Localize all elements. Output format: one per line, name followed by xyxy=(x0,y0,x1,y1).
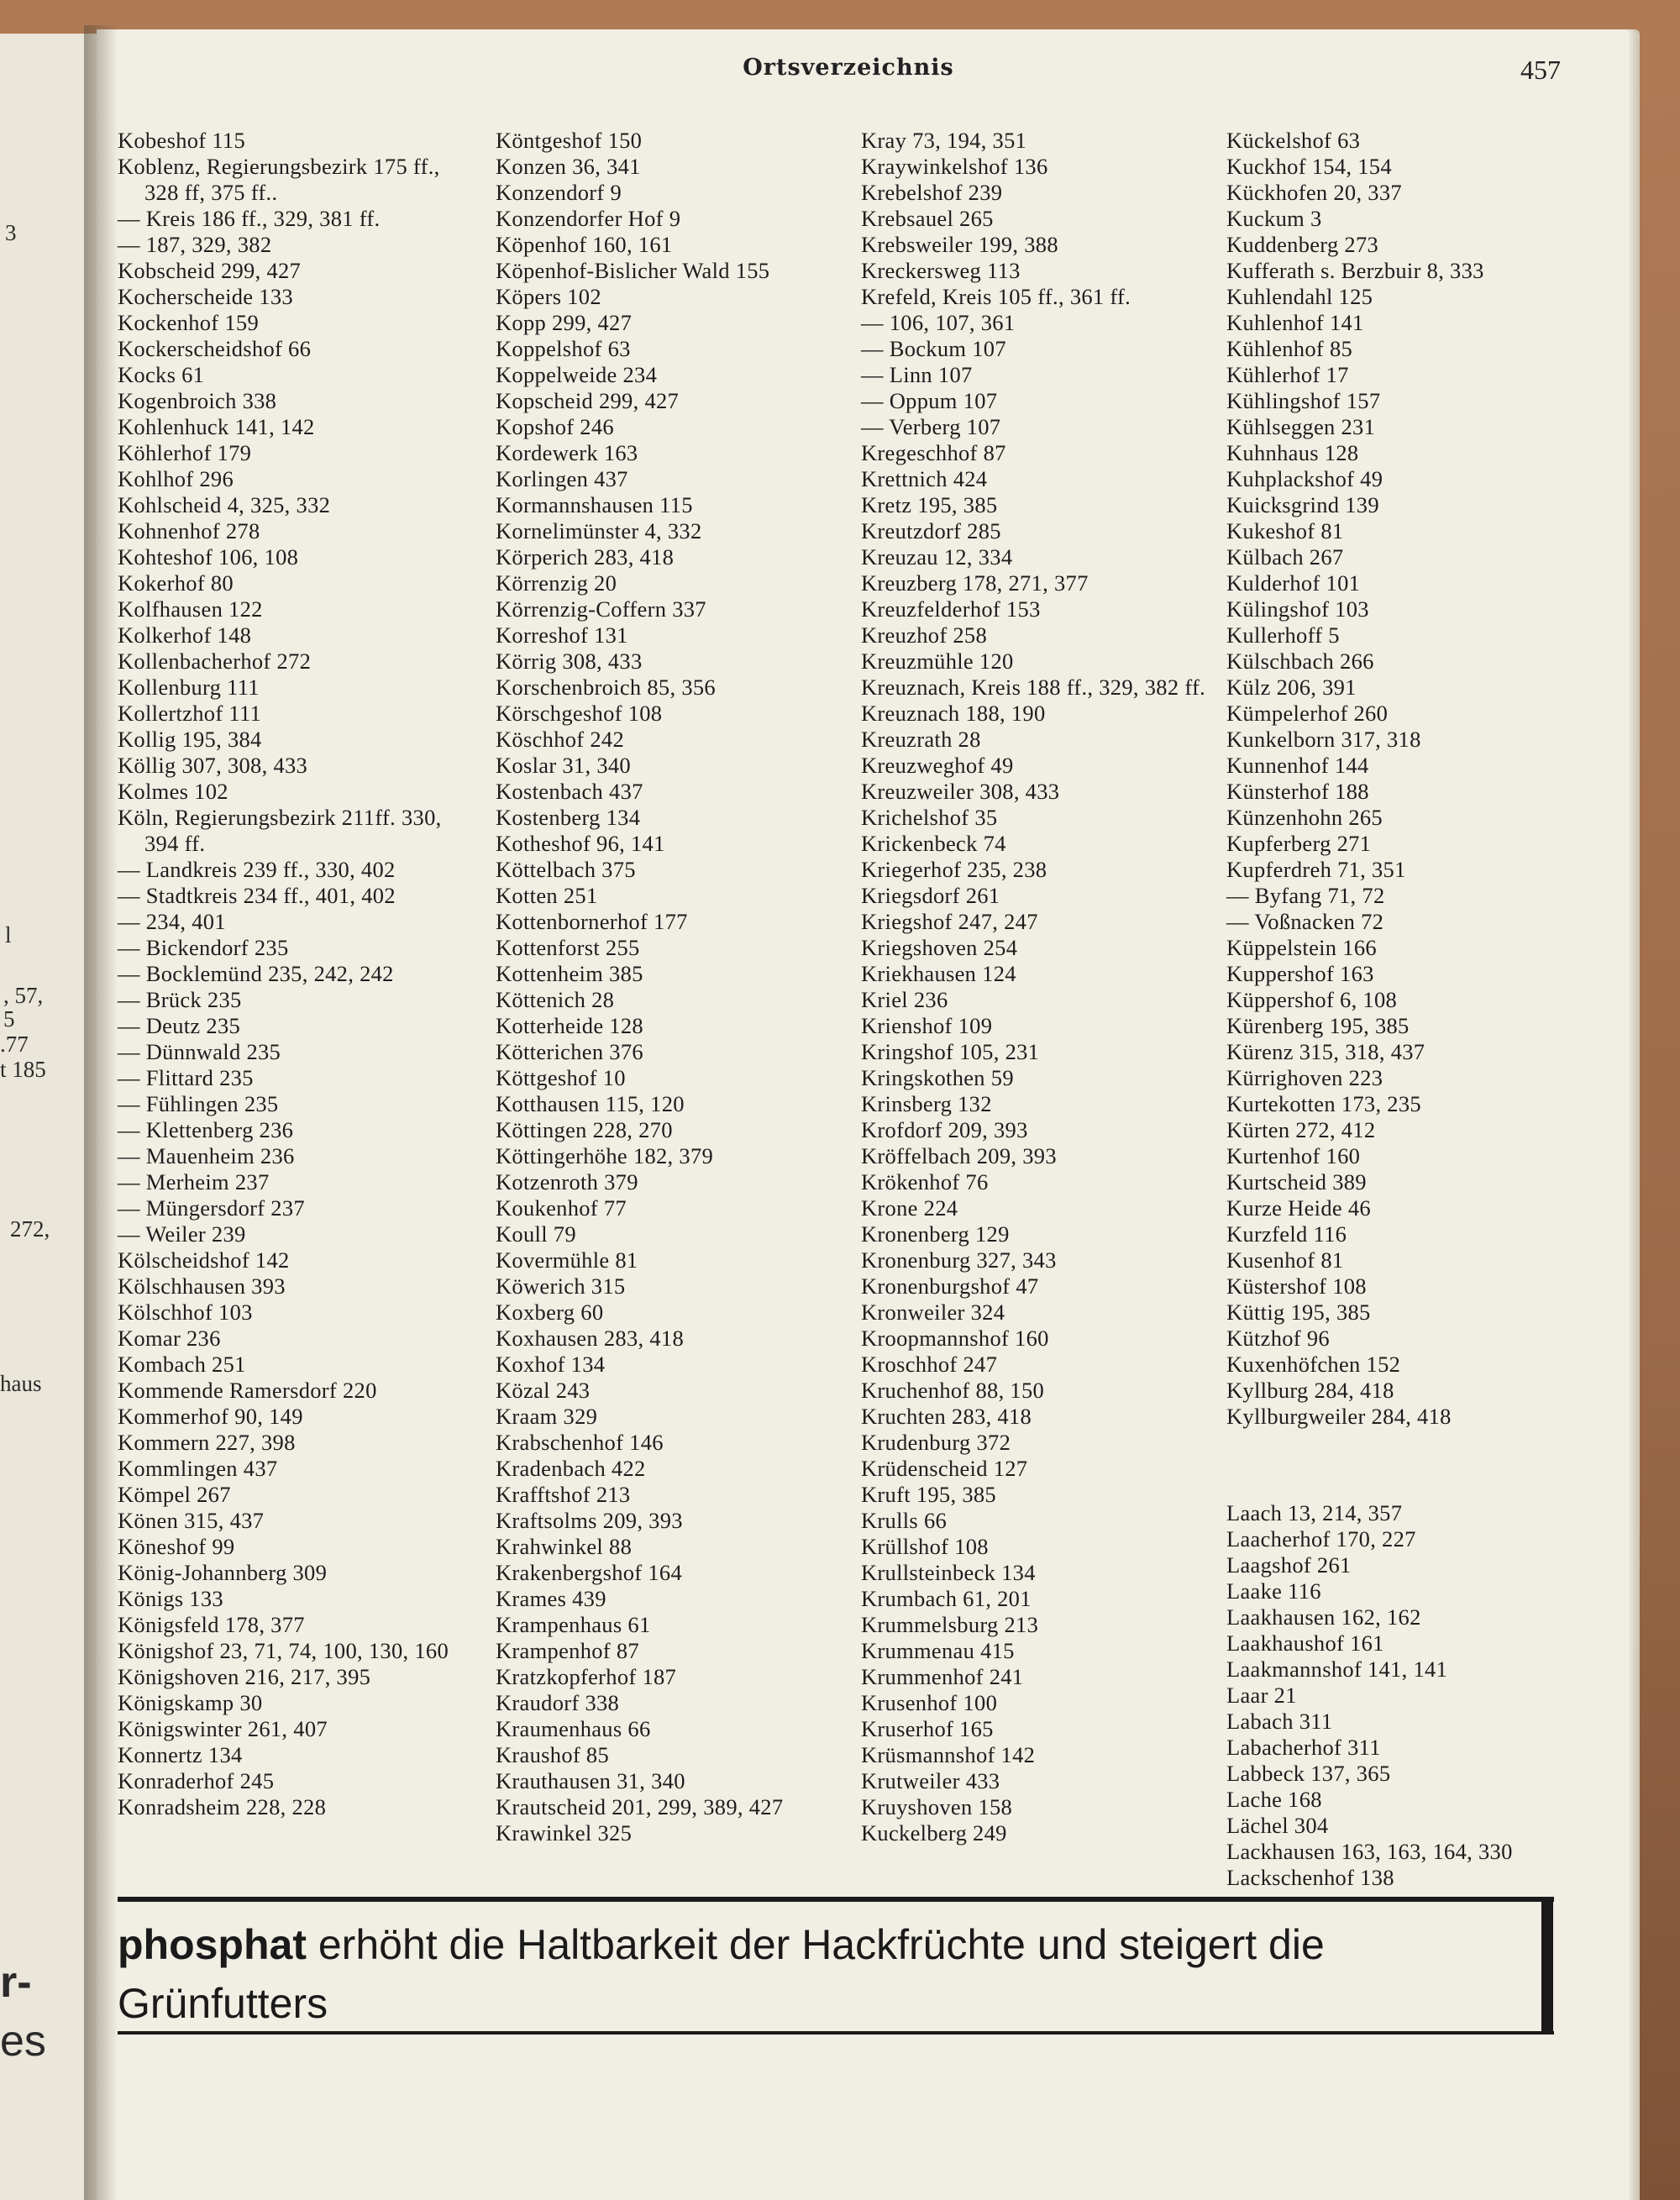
index-entry: Kronweiler 324 xyxy=(861,1300,1005,1325)
index-section-gap xyxy=(1226,1452,1588,1478)
index-entry: Köhlerhof 179 xyxy=(118,440,252,465)
index-entry: Köln, Regierungsbezirk 211ff. 330, 394 ff. xyxy=(118,805,442,856)
index-entry: Köttingen 228, 270 xyxy=(496,1117,673,1142)
index-entry: Krienshof 109 xyxy=(861,1013,993,1038)
index-entry: — Bickendorf 235 xyxy=(118,935,289,960)
advertisement-brand: phosphat xyxy=(118,1921,307,1968)
index-entry: Krahwinkel 88 xyxy=(496,1534,633,1559)
index-entry: Kullerhoff 5 xyxy=(1226,622,1340,648)
index-entry: Kottenbornerhof 177 xyxy=(496,909,688,934)
index-entry: Kurze Heide 46 xyxy=(1226,1195,1371,1221)
index-entry: Kuddenberg 273 xyxy=(1226,232,1379,257)
prev-fragment: r- xyxy=(0,1958,32,2007)
index-entry: Kovermühle 81 xyxy=(496,1247,638,1273)
index-entry: Kulderhof 101 xyxy=(1226,570,1361,596)
index-entry: Köttgeshof 10 xyxy=(496,1065,626,1090)
index-entry: Krettnich 424 xyxy=(861,466,988,491)
index-entry: Kurtekotten 173, 235 xyxy=(1226,1091,1421,1116)
index-entry: — Verberg 107 xyxy=(861,414,1001,439)
index-entry: Krebsweiler 199, 388 xyxy=(861,232,1058,257)
index-entry: Körschgeshof 108 xyxy=(496,701,663,726)
index-entry: Kuicksgrind 139 xyxy=(1226,492,1379,517)
index-entry: Köschhof 242 xyxy=(496,727,625,752)
index-entry: — Voßnacken 72 xyxy=(1226,909,1384,934)
index-entry: Kriegshoven 254 xyxy=(861,935,1018,960)
index-entry: Koblenz, Regierungsbezirk 175 ff., 328 ff, 375 ff.. xyxy=(118,154,440,205)
index-entry: Laakmannshof 141, 141 xyxy=(1226,1657,1448,1682)
index-entry: Kreuzweiler 308, 433 xyxy=(861,779,1060,804)
index-entry: Krone 224 xyxy=(861,1195,958,1221)
index-entry: Labach 311 xyxy=(1226,1709,1333,1734)
index-entry: Kuckelberg 249 xyxy=(861,1820,1007,1846)
index-entry: Konraderhof 245 xyxy=(118,1768,275,1793)
advertisement xyxy=(118,1915,1529,2033)
index-entry: Kraudorf 338 xyxy=(496,1690,620,1715)
index-entry: Kriegshof 247, 247 xyxy=(861,909,1038,934)
index-entry: Köpers 102 xyxy=(496,284,601,309)
index-entry: Kotten 251 xyxy=(496,883,598,908)
index-entry: Kohlscheid 4, 325, 332 xyxy=(118,492,331,517)
index-entry: Kockenhof 159 xyxy=(118,310,260,335)
index-entry: Kürenberg 195, 385 xyxy=(1226,1013,1410,1038)
index-entry: Kormannshausen 115 xyxy=(496,492,693,517)
index-entry: Kommende Ramersdorf 220 xyxy=(118,1378,377,1403)
index-entry: Kröffelbach 209, 393 xyxy=(861,1143,1057,1168)
index-entry: Kostenbach 437 xyxy=(496,779,643,804)
index-entry: Kollertzhof 111 xyxy=(118,701,262,726)
index-entry: Kriegsdorf 261 xyxy=(861,883,1000,908)
index-entry: Krummenau 415 xyxy=(861,1638,1015,1663)
index-entry: Kratzkopferhof 187 xyxy=(496,1664,677,1689)
index-entry: Kraftsolms 209, 393 xyxy=(496,1508,683,1533)
index-entry: Küttig 195, 385 xyxy=(1226,1300,1371,1325)
index-entry: Kottenheim 385 xyxy=(496,961,643,986)
index-entry: Kockerscheidshof 66 xyxy=(118,336,312,361)
index-entry: Konzendorf 9 xyxy=(496,180,622,205)
index-entry: Krutweiler 433 xyxy=(861,1768,1000,1793)
index-entry: Krebelshof 239 xyxy=(861,180,1003,205)
index-column-3 xyxy=(861,128,1210,1846)
index-entry: — Flittard 235 xyxy=(118,1065,254,1090)
index-entry: Kraushof 85 xyxy=(496,1742,610,1767)
index-entry: Labbeck 137, 365 xyxy=(1226,1761,1391,1786)
index-entry: Kurzfeld 116 xyxy=(1226,1221,1347,1247)
index-entry: Kruserhof 165 xyxy=(861,1716,994,1741)
index-entry: Kühlerhof 17 xyxy=(1226,362,1349,387)
index-entry: Kotthausen 115, 120 xyxy=(496,1091,685,1116)
index-entry: Koxhausen 283, 418 xyxy=(496,1326,684,1351)
index-entry: Kolfhausen 122 xyxy=(118,596,263,622)
index-entry: Kokerhof 80 xyxy=(118,570,234,596)
index-entry: Koull 79 xyxy=(496,1221,576,1247)
index-entry: Külz 206, 391 xyxy=(1226,675,1357,700)
index-entry: Kuckhof 154, 154 xyxy=(1226,154,1392,179)
index-entry: Korlingen 437 xyxy=(496,466,628,491)
index-entry: Kohnenhof 278 xyxy=(118,518,260,543)
index-entry: Kürenz 315, 318, 437 xyxy=(1226,1039,1425,1064)
index-entry: Kottenforst 255 xyxy=(496,935,640,960)
index-entry: Kreuzau 12, 334 xyxy=(861,544,1013,570)
index-entry: Köttenich 28 xyxy=(496,987,615,1012)
index-entry: Kordewerk 163 xyxy=(496,440,638,465)
index-entry: Kradenbach 422 xyxy=(496,1456,646,1481)
index-entry: Kühlingshof 157 xyxy=(1226,388,1381,413)
index-entry: Krakenbergshof 164 xyxy=(496,1560,683,1585)
index-entry: Kohlhof 296 xyxy=(118,466,234,491)
index-entry: Kotheshof 96, 141 xyxy=(496,831,665,856)
index-entry: Kriekhausen 124 xyxy=(861,961,1016,986)
index-entry: Koxhof 134 xyxy=(496,1352,606,1377)
index-entry: Krummelsburg 213 xyxy=(861,1612,1039,1637)
index-entry: Kronenburgshof 47 xyxy=(861,1273,1039,1299)
index-entry: Küstershof 108 xyxy=(1226,1273,1367,1299)
index-entry: Krampenhaus 61 xyxy=(496,1612,651,1637)
index-entry: Külingshof 103 xyxy=(1226,596,1369,622)
index-entry: Kukeshof 81 xyxy=(1226,518,1344,543)
spine-shadow xyxy=(84,25,118,2200)
index-entry: — Merheim 237 xyxy=(118,1169,270,1195)
index-entry: Krudenburg 372 xyxy=(861,1430,1011,1455)
index-entry: Krickenbeck 74 xyxy=(861,831,1006,856)
index-entry: — 234, 401 xyxy=(118,909,226,934)
index-entry: Königswinter 261, 407 xyxy=(118,1716,328,1741)
index-entry: Krautscheid 201, 299, 389, 427 xyxy=(496,1794,784,1819)
index-entry: Kocherscheide 133 xyxy=(118,284,293,309)
index-entry: Krabschenhof 146 xyxy=(496,1430,664,1455)
index-entry: Kobeshof 115 xyxy=(118,128,246,153)
index-entry: — Bockum 107 xyxy=(861,336,1006,361)
index-entry: Küppershof 6, 108 xyxy=(1226,987,1398,1012)
index-entry: Kobscheid 299, 427 xyxy=(118,258,302,283)
index-entry: Kömpel 267 xyxy=(118,1482,231,1507)
index-entry: Kruchten 283, 418 xyxy=(861,1404,1032,1429)
index-entry: Kopp 299, 427 xyxy=(496,310,633,335)
index-entry: — Fühlingen 235 xyxy=(118,1091,279,1116)
index-entry: Kyllburgweiler 284, 418 xyxy=(1226,1404,1452,1429)
index-entry: Kreuzweghof 49 xyxy=(861,753,1014,778)
index-entry: Kohlenhuck 141, 142 xyxy=(118,414,315,439)
index-entry: Kolmes 102 xyxy=(118,779,228,804)
index-entry: Krofdorf 209, 393 xyxy=(861,1117,1028,1142)
index-entry: Künsterhof 188 xyxy=(1226,779,1369,804)
index-entry: Koslar 31, 340 xyxy=(496,753,631,778)
index-entry: Kuppershof 163 xyxy=(1226,961,1374,986)
index-entry: Kruyshoven 158 xyxy=(861,1794,1013,1819)
index-entry: Koppelweide 234 xyxy=(496,362,658,387)
index-entry: Kölschhof 103 xyxy=(118,1300,253,1325)
prev-fragment: .77 xyxy=(0,1032,29,1057)
index-entry: Krullsteinbeck 134 xyxy=(861,1560,1036,1585)
index-entry: Köpenhof 160, 161 xyxy=(496,232,673,257)
index-entry: Krüllshof 108 xyxy=(861,1534,989,1559)
index-entry: Lackschenhof 138 xyxy=(1226,1865,1394,1890)
index-entry: Königsfeld 178, 377 xyxy=(118,1612,305,1637)
index-entry: Külbach 267 xyxy=(1226,544,1344,570)
index-entry: Lache 168 xyxy=(1226,1787,1322,1812)
index-entry: Konnertz 134 xyxy=(118,1742,243,1767)
index-entry: Kreutzdorf 285 xyxy=(861,518,1001,543)
index-entry: Konzendorfer Hof 9 xyxy=(496,206,681,231)
index-entry: Koppelshof 63 xyxy=(496,336,631,361)
index-entry: Köpenhof-Bislicher Wald 155 xyxy=(496,258,770,283)
index-entry: Körperich 283, 418 xyxy=(496,544,675,570)
index-entry: Kreuzhof 258 xyxy=(861,622,988,648)
index-entry: Königskamp 30 xyxy=(118,1690,263,1715)
index-entry: König-Johannberg 309 xyxy=(118,1560,328,1585)
prev-fragment: es xyxy=(0,2017,46,2066)
index-entry: Kraumenhaus 66 xyxy=(496,1716,651,1741)
index-entry: Korreshof 131 xyxy=(496,622,628,648)
index-entry: — Müngersdorf 237 xyxy=(118,1195,305,1221)
index-entry: Kohteshof 106, 108 xyxy=(118,544,299,570)
index-entry: Kuhlendahl 125 xyxy=(1226,284,1373,309)
index-entry: Kühlseggen 231 xyxy=(1226,414,1376,439)
index-entry: Laach 13, 214, 357 xyxy=(1226,1500,1403,1525)
index-entry: Kronenberg 129 xyxy=(861,1221,1010,1247)
index-column-2 xyxy=(496,128,844,1846)
index-entry: Köntgeshof 150 xyxy=(496,128,643,153)
prev-fragment: , 57, xyxy=(3,983,44,1008)
index-entry: — Linn 107 xyxy=(861,362,973,387)
index-entry: Kreuzrath 28 xyxy=(861,727,981,752)
index-entry: Kreuznach 188, 190 xyxy=(861,701,1046,726)
index-entry: Kommerhof 90, 149 xyxy=(118,1404,303,1429)
index-entry: Krummenhof 241 xyxy=(861,1664,1024,1689)
index-entry: Közal 243 xyxy=(496,1378,591,1403)
index-entry: — Oppum 107 xyxy=(861,388,998,413)
index-entry: Kringshof 105, 231 xyxy=(861,1039,1040,1064)
index-entry: Kotterheide 128 xyxy=(496,1013,643,1038)
index-entry: Kückelshof 63 xyxy=(1226,128,1361,153)
index-entry: Laagshof 261 xyxy=(1226,1552,1352,1578)
index-entry: — Stadtkreis 234 ff., 401, 402 xyxy=(118,883,396,908)
index-entry: Köttelbach 375 xyxy=(496,857,636,882)
index-entry: Körrenzig-Coffern 337 xyxy=(496,596,706,622)
index-entry: — 106, 107, 361 xyxy=(861,310,1016,335)
index-entry: Kunkelborn 317, 318 xyxy=(1226,727,1421,752)
index-entry: Kreuzberg 178, 271, 377 xyxy=(861,570,1089,596)
index-entry: Kückhofen 20, 337 xyxy=(1226,180,1402,205)
index-entry: Kufferath s. Berzbuir 8, 333 xyxy=(1226,258,1484,283)
index-entry: Kupferberg 271 xyxy=(1226,831,1372,856)
index-entry: Laar 21 xyxy=(1226,1683,1297,1708)
index-entry: Kötterichen 376 xyxy=(496,1039,643,1064)
index-entry: — Bocklemünd 235, 242, 242 xyxy=(118,961,394,986)
index-entry: Laakhausen 162, 162 xyxy=(1226,1604,1421,1630)
index-entry: Kupferdreh 71, 351 xyxy=(1226,857,1406,882)
index-entry: Laacherhof 170, 227 xyxy=(1226,1526,1416,1552)
index-entry: Krawinkel 325 xyxy=(496,1820,633,1846)
index-entry: Kray 73, 194, 351 xyxy=(861,128,1027,153)
index-column-4 xyxy=(1226,128,1588,1891)
index-entry: Kommern 227, 398 xyxy=(118,1430,296,1455)
index-entry: Kuhnhaus 128 xyxy=(1226,440,1359,465)
index-entry: Kolkerhof 148 xyxy=(118,622,252,648)
index-entry: Kühlenhof 85 xyxy=(1226,336,1353,361)
index-entry: Kronenburg 327, 343 xyxy=(861,1247,1057,1273)
index-entry: Köneshof 99 xyxy=(118,1534,235,1559)
index-entry: Köwerich 315 xyxy=(496,1273,626,1299)
index-entry: — 187, 329, 382 xyxy=(118,232,272,257)
index-entry: Kuhlenhof 141 xyxy=(1226,310,1364,335)
index-entry: Kuhplackshof 49 xyxy=(1226,466,1383,491)
index-entry: Kriel 236 xyxy=(861,987,948,1012)
index-entry: Kringskothen 59 xyxy=(861,1065,1014,1090)
prev-fragment: haus xyxy=(0,1371,42,1396)
index-entry: Künzenhohn 265 xyxy=(1226,805,1383,830)
index-entry: Körrenzig 20 xyxy=(496,570,617,596)
page-number: 457 xyxy=(1520,55,1561,85)
index-entry: — Klettenberg 236 xyxy=(118,1117,294,1142)
index-entry: Kocks 61 xyxy=(118,362,205,387)
index-entry: Konzen 36, 341 xyxy=(496,154,641,179)
prev-fragment: 272, xyxy=(10,1216,50,1242)
index-entry: Kollenbacherhof 272 xyxy=(118,648,312,674)
index-entry: Krüsmannshof 142 xyxy=(861,1742,1036,1767)
index-entry: Kollig 195, 384 xyxy=(118,727,262,752)
index-entry: Kotzenroth 379 xyxy=(496,1169,638,1195)
index-entry: Kollenburg 111 xyxy=(118,675,260,700)
advertisement-side-rule xyxy=(1541,1897,1553,2035)
index-entry: Külschbach 266 xyxy=(1226,648,1374,674)
index-entry: Kreckersweg 113 xyxy=(861,258,1021,283)
index-entry: Krinsberg 132 xyxy=(861,1091,992,1116)
index-entry: — Byfang 71, 72 xyxy=(1226,883,1385,908)
index-entry: Krüdenscheid 127 xyxy=(861,1456,1028,1481)
index-entry: Königs 133 xyxy=(118,1586,223,1611)
index-entry: Kopshof 246 xyxy=(496,414,614,439)
index-entry: — Kreis 186 ff., 329, 381 ff. xyxy=(118,206,381,231)
index-entry: Kuxenhöfchen 152 xyxy=(1226,1352,1401,1377)
index-entry: — Deutz 235 xyxy=(118,1013,241,1038)
index-entry: Kretz 195, 385 xyxy=(861,492,998,517)
index-entry: Krulls 66 xyxy=(861,1508,948,1533)
index-entry: Kreuznach, Kreis 188 ff., 329, 382 ff. xyxy=(861,675,1206,700)
index-entry: Krauthausen 31, 340 xyxy=(496,1768,685,1793)
index-entry: Konradsheim 228, 228 xyxy=(118,1794,327,1819)
index-entry: Kogenbroich 338 xyxy=(118,388,277,413)
index-entry: Kurtscheid 389 xyxy=(1226,1169,1367,1195)
index-entry: Kommlingen 437 xyxy=(118,1456,278,1481)
index-entry: Lächel 304 xyxy=(1226,1813,1329,1838)
index-entry: Kürten 272, 412 xyxy=(1226,1117,1376,1142)
index-entry: Kraam 329 xyxy=(496,1404,598,1429)
index-entry: Kruft 195, 385 xyxy=(861,1482,996,1507)
index-entry: Kriegerhof 235, 238 xyxy=(861,857,1047,882)
index-entry: Kützhof 96 xyxy=(1226,1326,1330,1351)
index-entry: Krökenhof 76 xyxy=(861,1169,989,1195)
advertisement-text: erhöht die Haltbarkeit der Hackfrüchte und steigert die Grünfutters xyxy=(118,1921,1325,2027)
advertisement-bottom-rule xyxy=(118,2031,1554,2035)
index-entry: Kopscheid 299, 427 xyxy=(496,388,680,413)
index-entry: — Mauenheim 236 xyxy=(118,1143,295,1168)
index-entry: Kostenberg 134 xyxy=(496,805,641,830)
index-entry: Komar 236 xyxy=(118,1326,221,1351)
index-entry: Kroopmannshof 160 xyxy=(861,1326,1049,1351)
index-entry: Krames 439 xyxy=(496,1586,606,1611)
index-entry: Kuckum 3 xyxy=(1226,206,1322,231)
index-entry: Kurtenhof 160 xyxy=(1226,1143,1361,1168)
index-entry: Krumbach 61, 201 xyxy=(861,1586,1032,1611)
index-entry: Kruchenhof 88, 150 xyxy=(861,1378,1045,1403)
index-entry: Kombach 251 xyxy=(118,1352,246,1377)
index-entry: Kürrighoven 223 xyxy=(1226,1065,1383,1090)
index-entry: Kunnenhof 144 xyxy=(1226,753,1369,778)
index-entry: Köllig 307, 308, 433 xyxy=(118,753,308,778)
index-entry: Kregeschhof 87 xyxy=(861,440,1006,465)
index-entry: — Brück 235 xyxy=(118,987,242,1012)
prev-fragment: 5 xyxy=(3,1006,15,1032)
index-entry: Laakhaushof 161 xyxy=(1226,1630,1384,1656)
index-entry: Kreuzfelderhof 153 xyxy=(861,596,1041,622)
index-entry: Küppelstein 166 xyxy=(1226,935,1377,960)
index-column-1 xyxy=(118,128,466,1820)
index-entry: — Weiler 239 xyxy=(118,1221,246,1247)
index-entry: Köttingerhöhe 182, 379 xyxy=(496,1143,714,1168)
index-entry: Korschenbroich 85, 356 xyxy=(496,675,716,700)
index-entry: Krampenhof 87 xyxy=(496,1638,639,1663)
index-entry: Kreuzmühle 120 xyxy=(861,648,1014,674)
index-entry: Kyllburg 284, 418 xyxy=(1226,1378,1394,1403)
index-entry: Kölscheidshof 142 xyxy=(118,1247,290,1273)
index-entry: Könen 315, 437 xyxy=(118,1508,265,1533)
index-entry: Kornelimünster 4, 332 xyxy=(496,518,702,543)
prev-fragment: l xyxy=(5,922,12,948)
index-entry: Kusenhof 81 xyxy=(1226,1247,1344,1273)
index-entry: Krichelshof 35 xyxy=(861,805,998,830)
index-entry: Labacherhof 311 xyxy=(1226,1735,1381,1760)
index-entry: Koukenhof 77 xyxy=(496,1195,627,1221)
index-entry: Krefeld, Kreis 105 ff., 361 ff. xyxy=(861,284,1131,309)
advertisement-top-rule xyxy=(118,1897,1554,1902)
index-entry: Krebsauel 265 xyxy=(861,206,994,231)
index-entry: — Landkreis 239 ff., 330, 402 xyxy=(118,857,396,882)
index-entry: Körrig 308, 433 xyxy=(496,648,643,674)
index-entry: — Dünnwald 235 xyxy=(118,1039,281,1064)
index-entry: Kölschhausen 393 xyxy=(118,1273,286,1299)
index-entry: Krafftshof 213 xyxy=(496,1482,631,1507)
prev-fragment: 3 xyxy=(5,220,17,245)
index-entry: Kümpelerhof 260 xyxy=(1226,701,1389,726)
index-entry: Kraywinkelshof 136 xyxy=(861,154,1048,179)
prev-fragment: t 185 xyxy=(0,1057,46,1082)
index-entry: Laake 116 xyxy=(1226,1578,1321,1604)
page-title: Ortsverzeichnis xyxy=(743,55,954,81)
index-entry: Königshof 23, 71, 74, 100, 130, 160 xyxy=(118,1638,449,1663)
index-entry: Königshoven 216, 217, 395 xyxy=(118,1664,371,1689)
index-entry: Kroschhof 247 xyxy=(861,1352,998,1377)
index-entry: Lackhausen 163, 163, 164, 330 xyxy=(1226,1839,1513,1864)
index-entry: Krusenhof 100 xyxy=(861,1690,998,1715)
index-entry: Koxberg 60 xyxy=(496,1300,604,1325)
